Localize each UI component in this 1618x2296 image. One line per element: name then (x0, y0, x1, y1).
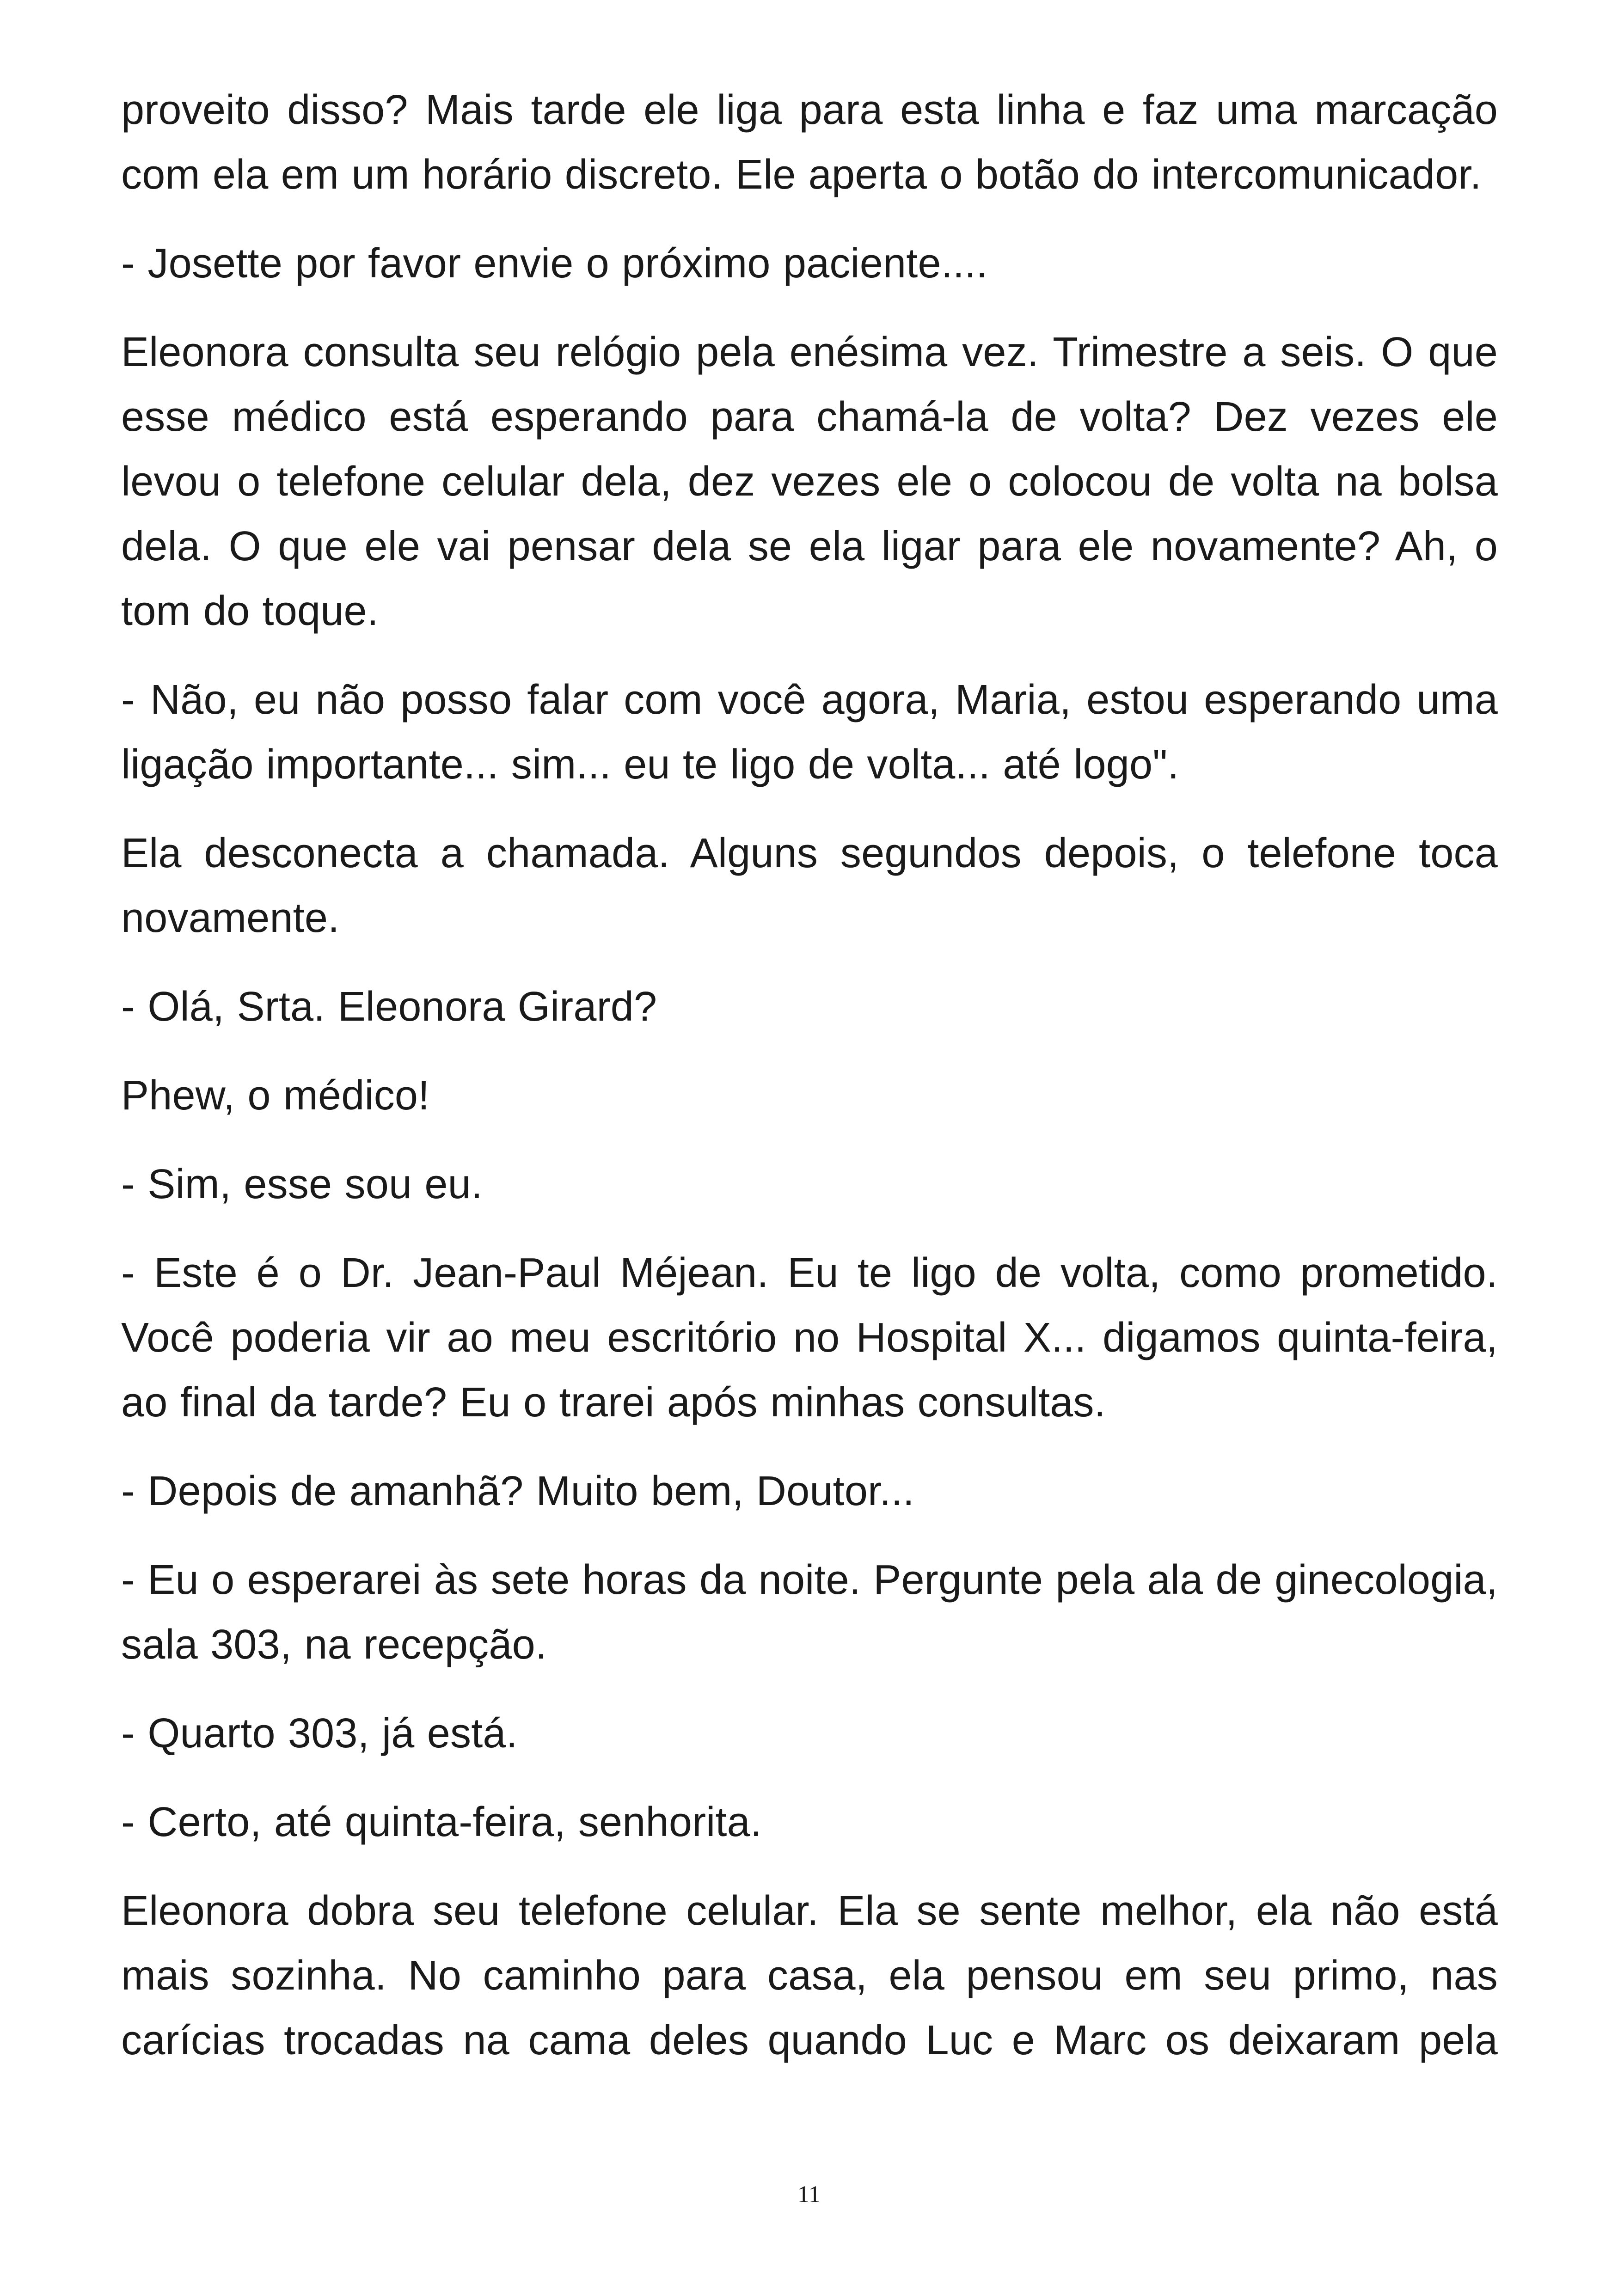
paragraph: - Eu o esperarei às sete horas da noite. Pergunte pela ala de ginecologia, sala 303, na recepção. (121, 1557, 1498, 1668)
document-body (121, 78, 1498, 2073)
paragraph: - Depois de amanhã? Muito bem, Doutor... (121, 1468, 914, 1514)
paragraph: - Quarto 303, já está. (121, 1710, 518, 1757)
paragraph: - Não, eu não posso falar com você agora, Maria, estou esperando uma ligação importante... sim... eu te ligo de volta... até logo". (121, 677, 1498, 788)
paragraph: Eleonora consulta seu relógio pela enésima vez. Trimestre a seis. O que esse médico está esperando para chamá-la de volta? Dez vezes ele levou o telefone celular dela, dez vezes ele o colocou de volta na bolsa dela. O que ele vai pensar dela se ela ligar para ele novamente? Ah, o tom do toque. (121, 329, 1498, 634)
page-number: 11 (797, 2181, 821, 2208)
paragraph: Phew, o médico! (121, 1072, 430, 1119)
paragraph: proveito disso? Mais tarde ele liga para esta linha e faz uma marcação com ela em um horário discreto. Ele aperta o botão do intercomunicador. (121, 87, 1498, 198)
paragraph: - Josette por favor envie o próximo paciente.... (121, 240, 988, 287)
paragraph: - Certo, até quinta-feira, senhorita. (121, 1799, 762, 1845)
paragraph: - Este é o Dr. Jean-Paul Méjean. Eu te ligo de volta, como prometido. Você poderia vir ao meu escritório no Hospital X... digamos quinta-feira, ao final da tarde? Eu o trarei após minhas consultas. (121, 1250, 1498, 1426)
paragraph: Eleonora dobra seu telefone celular. Ela se sente melhor, ela não está mais sozinha. No caminho para casa, ela pensou em seu primo, nas carícias trocadas na cama deles quando Luc e Marc os deixaram pela (121, 1888, 1498, 2063)
paragraph: - Sim, esse sou eu. (121, 1161, 483, 1207)
paragraph: Ela desconecta a chamada. Alguns segundos depois, o telefone toca novamente. (121, 830, 1498, 941)
paragraph: - Olá, Srta. Eleonora Girard? (121, 984, 657, 1030)
